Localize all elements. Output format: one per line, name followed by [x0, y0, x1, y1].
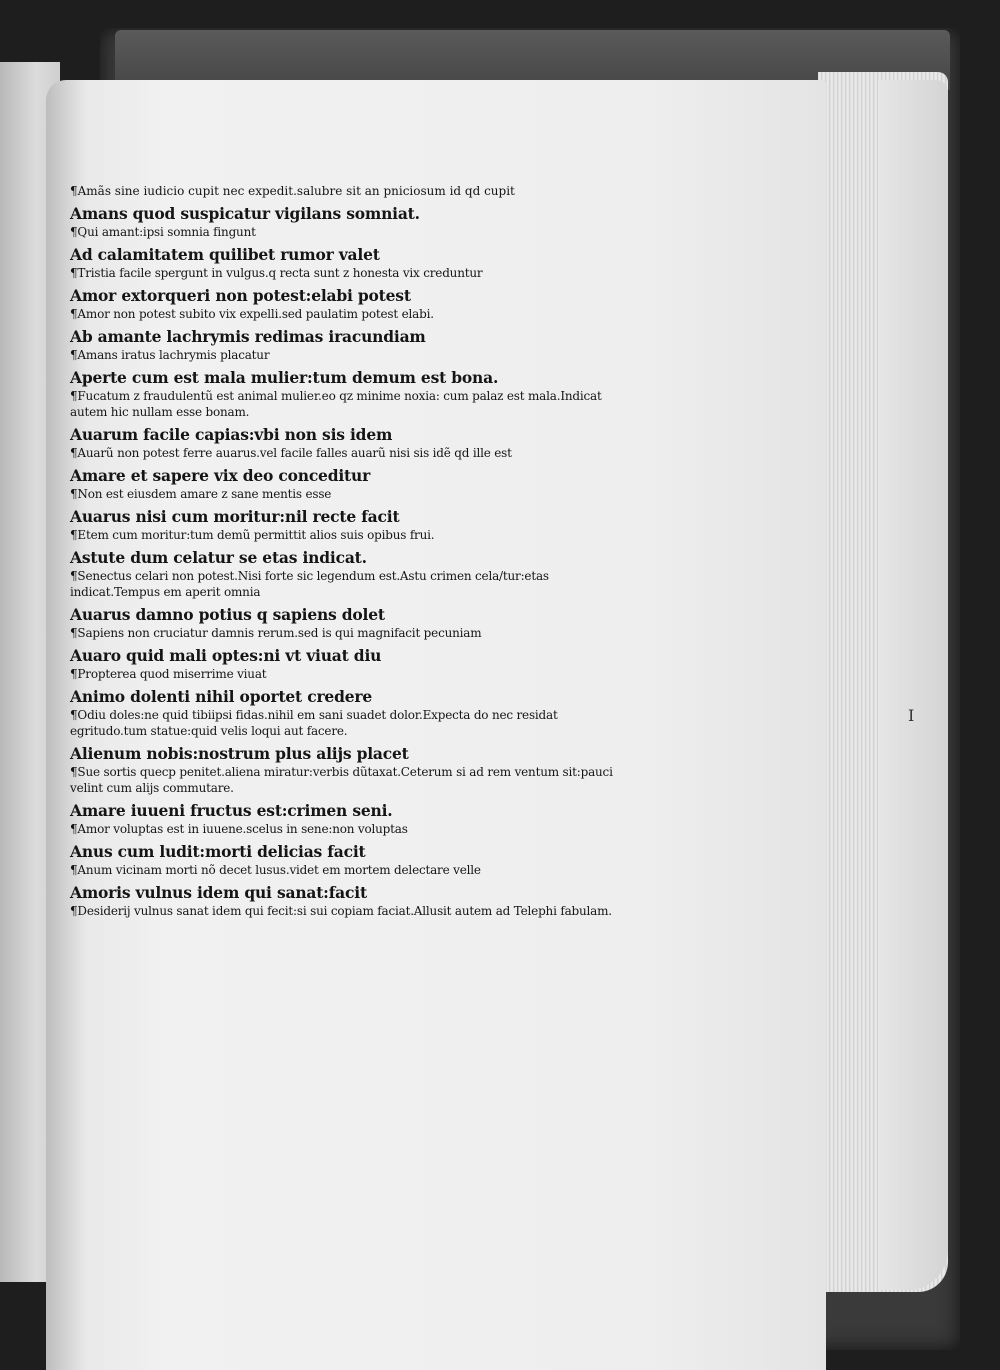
- entry-comment: ¶Anum vicinam morti nõ decet lusus.videt em mortem delectare velle: [70, 863, 481, 877]
- entry: [70, 285, 615, 322]
- page-stack-edge-outer: [878, 80, 948, 1290]
- entry: [70, 686, 615, 739]
- entry-comment: ¶Amor voluptas est in iuuene.scelus in sene:non voluptas: [70, 822, 408, 836]
- entry: [70, 645, 615, 682]
- entry: [70, 424, 615, 461]
- entry-heading: Auarus damno potius q sapiens dolet: [70, 605, 385, 624]
- entry-comment: ¶Amor non potest subito vix expelli.sed paulatim potest elabi.: [70, 307, 434, 321]
- entry-comment: ¶Auarũ non potest ferre auarus.vel facile falles auarũ nisi sis idẽ qd ille est: [70, 446, 512, 460]
- entry-heading: Amare iuueni fructus est:crimen seni.: [70, 801, 393, 820]
- entry: [70, 244, 615, 281]
- entry-comment: ¶Amans iratus lachrymis placatur: [70, 348, 270, 362]
- entry: [70, 367, 615, 420]
- entry-comment: ¶Etem cum moritur:tum demũ permittit alios suis opibus frui.: [70, 528, 435, 542]
- entry: [70, 465, 615, 502]
- entry: [70, 743, 615, 796]
- entry-heading: Aperte cum est mala mulier:tum demum est bona.: [70, 368, 499, 387]
- entry-heading: Ad calamitatem quilibet rumor valet: [70, 245, 380, 264]
- entry-heading: Amare et sapere vix deo conceditur: [70, 466, 371, 485]
- entry-heading: Anus cum ludit:morti delicias facit: [70, 842, 366, 861]
- entry-comment: ¶Tristia facile spergunt in vulgus.q recta sunt z honesta vix creduntur: [70, 266, 483, 280]
- entry: [70, 841, 615, 878]
- page-text: [70, 182, 615, 919]
- entry-comment: ¶Non est eiusdem amare z sane mentis esse: [70, 487, 332, 501]
- entry-heading: Auarus nisi cum moritur:nil recte facit: [70, 507, 400, 526]
- entry: [70, 882, 615, 919]
- entry: [70, 800, 615, 837]
- entry-comment: ¶Odiu doles:ne quid tibiipsi fidas.nihil em sani suadet dolor.Expecta do nec residat egritudo.tum statue:quid velis loqui aut facere.: [70, 708, 558, 738]
- entry-heading: Amor extorqueri non potest:elabi potest: [70, 286, 411, 305]
- entry-heading: Ab amante lachrymis redimas iracundiam: [70, 327, 426, 346]
- entry-heading: Auaro quid mali optes:ni vt viuat diu: [70, 646, 382, 665]
- entry-comment: ¶Fucatum z fraudulentũ est animal mulier.eo qz minime noxia: cum palaz est mala.Indicat autem hic nullam esse bonam.: [70, 389, 602, 419]
- entry: [70, 203, 615, 240]
- entry: [70, 604, 615, 641]
- entry-heading: Alienum nobis:nostrum plus alijs placet: [70, 744, 409, 763]
- first-line: ¶Amãs sine iudicio cupit nec expedit.salubre sit an pniciosum id qd cupit: [70, 184, 515, 198]
- entry-heading: Auarum facile capias:vbi non sis idem: [70, 425, 393, 444]
- entry: [70, 326, 615, 363]
- entry-heading: Amans quod suspicatur vigilans somniat.: [70, 204, 420, 223]
- entry-comment: ¶Senectus celari non potest.Nisi forte sic legendum est.Astu crimen cela/tur:etas indicat.Tempus em aperit omnia: [70, 569, 549, 599]
- entry-comment: ¶Sapiens non cruciatur damnis rerum.sed is qui magnifacit pecuniam: [70, 626, 482, 640]
- entry-heading: Animo dolenti nihil oportet credere: [70, 687, 373, 706]
- entry: [70, 506, 615, 543]
- entry-heading: Astute dum celatur se etas indicat.: [70, 548, 367, 567]
- margin-mark: I: [908, 706, 915, 725]
- entry-comment: ¶Qui amant:ipsi somnia fingunt: [70, 225, 256, 239]
- entry-comment: ¶Desiderij vulnus sanat idem qui fecit:si sui copiam faciat.Allusit autem ad Telephi fabulam.: [70, 904, 612, 918]
- entry-heading: Amoris vulnus idem qui sanat:facit: [70, 883, 367, 902]
- entry: [70, 547, 615, 600]
- entry-comment: ¶Propterea quod miserrime viuat: [70, 667, 267, 681]
- entry-comment: ¶Sue sortis quecp penitet.aliena miratur:verbis dũtaxat.Ceterum si ad rem ventum sit:pauci velint cum alijs commutare.: [70, 765, 613, 795]
